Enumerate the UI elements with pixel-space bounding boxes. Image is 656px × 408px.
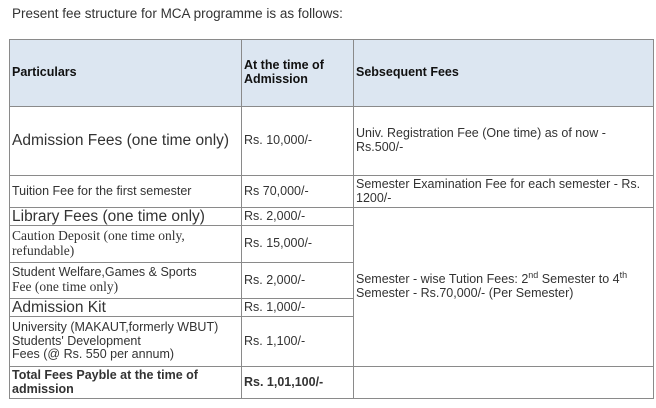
header-particulars: Particulars <box>10 40 242 107</box>
table-row <box>10 208 654 226</box>
amount-cell: Rs. 1,000/- <box>242 299 354 317</box>
header-admission: At the time of Admission <box>242 40 354 107</box>
particular-cell: Caution Deposit (one time only, refundable) <box>10 226 242 263</box>
particular-cell <box>10 263 242 299</box>
particular-line: Fee (one time only) <box>12 279 119 294</box>
table-row <box>10 107 654 176</box>
total-empty-cell <box>354 367 654 399</box>
particular-cell: Tuition Fee for the first semester <box>10 176 242 208</box>
tuition-text-part2: Semester to 4 <box>538 272 620 287</box>
particular-cell <box>10 317 242 367</box>
total-label-cell: Total Fees Payble at the time of admission <box>10 367 242 399</box>
subsequent-registration-cell: Univ. Registration Fee (One time) as of now - Rs.500/- <box>354 107 654 176</box>
fee-structure-table <box>9 39 654 399</box>
particular-cell: Admission Kit <box>10 299 242 317</box>
total-amount-cell: Rs. 1,01,100/- <box>242 367 354 399</box>
particular-line: University (MAKAUT,formerly WBUT) <box>12 319 219 334</box>
table-header-row <box>10 40 654 107</box>
subsequent-tuition-cell <box>354 208 654 367</box>
table-row <box>10 176 654 208</box>
tuition-sup1: nd <box>528 270 539 281</box>
particular-cell: Library Fees (one time only) <box>10 208 242 226</box>
amount-cell: Rs. 15,000/- <box>242 226 354 263</box>
amount-cell: Rs 70,000/- <box>242 176 354 208</box>
tuition-sup2: th <box>619 270 628 281</box>
subsequent-exam-cell: Semester Examination Fee for each semester - Rs. 1200/- <box>354 176 654 208</box>
amount-cell: Rs. 1,100/- <box>242 317 354 367</box>
tuition-text-part3: Semester - Rs.70,000/- (Per Semester) <box>356 286 574 301</box>
amount-cell: Rs. 2,000/- <box>242 263 354 299</box>
particular-line: Students' Development <box>12 333 141 348</box>
amount-cell: Rs. 2,000/- <box>242 208 354 226</box>
particular-cell: Admission Fees (one time only) <box>10 107 242 176</box>
header-subsequent: Sebsequent Fees <box>354 40 654 107</box>
particular-line: Fees (@ Rs. 550 per annum) <box>12 347 175 362</box>
intro-text: Present fee structure for MCA programme is as follows: <box>12 6 343 21</box>
amount-cell: Rs. 10,000/- <box>242 107 354 176</box>
tuition-text-part1: Semester - wise Tution Fees: 2 <box>356 272 529 287</box>
particular-line: Student Welfare,Games & Sports <box>12 265 197 280</box>
total-row <box>10 367 654 399</box>
